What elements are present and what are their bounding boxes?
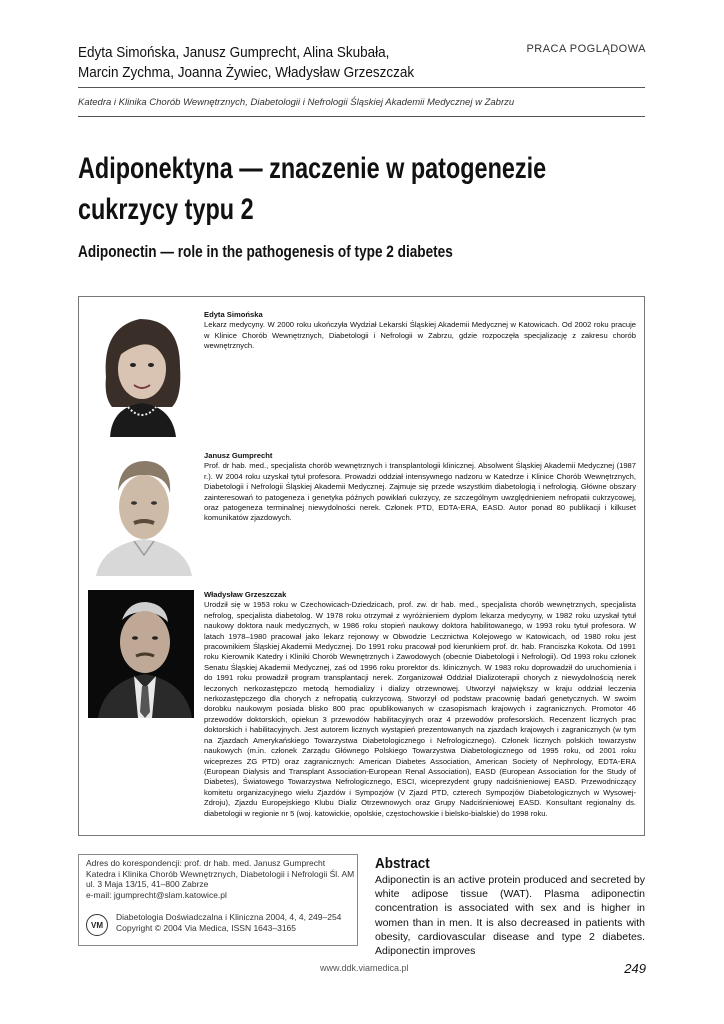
- article-title: [78, 148, 640, 230]
- affiliation-rule: [78, 116, 645, 117]
- via-medica-logo-icon: [86, 914, 108, 936]
- header-rule: [78, 87, 645, 88]
- correspondence-line: ul. 3 Maja 13/15, 41–800 Zabrze: [86, 879, 209, 889]
- page-number: 249: [624, 961, 646, 976]
- abstract-heading: Abstract: [375, 855, 430, 872]
- bio-simonska: [204, 310, 636, 352]
- copyright-line: Copyright © 2004 Via Medica, ISSN 1643–3165: [116, 922, 296, 933]
- svg-text:VM: VM: [91, 921, 103, 930]
- author-photo-gumprecht: [88, 451, 194, 576]
- title-line-1: Adiponektyna — znaczenie w patogenezie: [78, 152, 547, 185]
- title-line-2: cukrzycy typu 2: [78, 193, 254, 226]
- section-label: PRACA POGLĄDOWA: [526, 43, 646, 55]
- correspondence-line: Katedra i Klinika Chorób Wewnętrznych, Diabetologii i Nefrologii Śl. AM: [86, 868, 355, 879]
- bio-text: Prof. dr hab. med., specjalista chorób wewnętrznych i transplantologii klinicznej. Absolwent Śląskiej Akademii Medycznej (1987 r.). W 2004 roku uzyskał tytuł profesora. Prowadzi oddział intensywnego nadzoru w Katedrze i Klinice Chorób Wewnętrznych, Diabetologii i Nefrologii Śląskiej Akademii Medycznej. Zajmuje się przede wszystkim diabetologią i nefrologią. Główne obszary zainteresowań to patogeneza i genetyka późnych powikłań cukrzycy, ze szczególnym uwzględnieniem nefropatii cukrzycowej, oraz patogeneza terminalnej niewydolności nerek. Członek PTD, EDTA-ERA, EASD. Autor ponad 80 publikacji i kilkuset komunikatów zjazdowych.: [204, 461, 636, 523]
- bio-name: Janusz Gumprecht: [204, 451, 273, 460]
- bio-name: Władysław Grzeszczak: [204, 590, 287, 599]
- correspondence-line: Adres do korespondencji: prof. dr hab. med. Janusz Gumprecht: [86, 858, 326, 868]
- bio-grzeszczak: [204, 590, 636, 819]
- bio-text: Lekarz medycyny. W 2000 roku ukończyła Wydział Lekarski Śląskiej Akademii Medycznej w Katowicach. Od 2002 roku pracuje w Klinice Chorób Wewnętrznych, Diabetologii i Nefrologii w Zabrzu, gdzie rozpoczęła specjalizację z zakresu chorób wewnętrznych.: [204, 320, 636, 351]
- journal-citation: [116, 912, 356, 933]
- correspondence-email: e-mail: jgumprecht@slam.katowice.pl: [86, 889, 227, 900]
- footer-url[interactable]: www.ddk.viamedica.pl: [320, 963, 409, 973]
- bio-text: Urodził się w 1953 roku w Czechowicach-Dziedzicach, prof. zw. dr hab. med., specjalista chorób wewnętrznych, specjalista nefrolog, specjalista diabetolog. W 1978 roku otrzymał z wyróżnieniem dyplom lekarza medycyny, w 1982 roku uzyskał tytuł naukowy doktora nauk medycznych, w 1986 roku stopień naukowy doktora habilitowanego, w 1993 roku tytuł profesora. W latach 1978–1980 pracował jako lekarz rejonowy w Obwodzie Lecznictwa Kolejowego w Katowicach, od 1980 roku jest pracownikiem Śląskiej Akademii Medycznej. Do 1991 roku pracował pod kierunkiem prof. dr. hab. Franciszka Kokota. Od 1991 roku Kierownik Katedry i Kliniki Chorób Wewnętrznych i Zawodowych (obecnie Diabetologii i Nefrologii). Od 1993 roku członek Senatu Śląskiej Akademii Medycznej, zaś od 1996 roku prorektor ds. klinicznych. W 1983 roku doprowadził do uruchomienia i do 1991 roku prowadził program transplantacji nerek. Zorganizował Oddział Dializoterapii chorych z niewydolnością nerek leczonych nerkozastępczo metodą hemodializy i dializy otrzewnowej. Utworzył największy w kraju oddział leczenia nerkozastępczego dla chorych z nefropatią cukrzycową. Stworzył od podstaw pracownię badań genetycznych. W swoim dorobku naukowym posiada blisko 800 prac opublikowanych w czasopismach krajowych i zagranicznych. Promotor 46 przewodów doktorskich, opiekun 3 przewodów habilitacyjnych oraz 4 przewodów profesorskich. Recenzent licznych prac doktorskich i habilitacyjnych. Jest autorem licznych wystąpień prezentowanych na zjazdach krajowych i zagranicznych (w tym na Zjazdach Amerykańskiego Towarzystwa Diabetologicznego i Nefrologicznego). Członek licznych polskich towarzystw naukowych (m.in. członek Zarządu Głównego Polskiego Towarzystwa Diabetologicznego od 1995 roku, od 2001 roku wiceprezes ZG PTD) oraz zagranicznych: American Diabetes Association, American Society of Nephrology, EDTA-ERA (European Dialysis and Transplant Association-European Renal Association), EASD (European Association for the Study of Diabetes), Światowego Towarzystwa Nefrologicznego, ESCI, wiceprezydent grupy nadciśnieniowej EASD. Przewodniczący komitetu organizacyjnego wielu Zjazdów i Sympozjów (V Zjazd PTD, czterech Sympozjów Diabetologicznych w Wysowej-Zdroju), Zjazdu Europejskiego Klubu Dializ Otrzewnowych oraz Grupy Nadciśnieniowej EASD. Konsultant regionalny ds. diabetologii w regionie nr 5 (woj. katowickie, opolskie, częstochowskie i bielsko-bialskie) do 1998 roku.: [204, 600, 636, 818]
- affiliation: Katedra i Klinika Chorób Wewnętrznych, Diabetologii i Nefrologii Śląskiej Akademii Medycznej w Zabrzu: [78, 97, 515, 108]
- author-photo-simonska: [88, 307, 194, 437]
- correspondence-address: [86, 858, 356, 900]
- authors-line-1: Edyta Simońska, Janusz Gumprecht, Alina Skubała,: [78, 44, 390, 61]
- author-photo-grzeszczak: [88, 590, 194, 718]
- authors-line-2: Marcin Zychma, Joanna Żywiec, Władysław Grzeszczak: [78, 64, 415, 81]
- authors: [78, 43, 414, 83]
- bio-gumprecht: [204, 451, 636, 524]
- journal-line: Diabetologia Doświadczalna i Kliniczna 2004, 4, 4, 249–254: [116, 912, 342, 922]
- bio-name: Edyta Simońska: [204, 310, 263, 319]
- article-subtitle: Adiponectin — role in the pathogenesis of type 2 diabetes: [78, 242, 453, 261]
- abstract-text: Adiponectin is an active protein produced and secreted by white adipose tissue (WAT). Plasma adiponectin concentration is associated with sex and is higher in women than in men. It is also decreased in patients with obesity, cardiovascular disease and type 2 diabetes. Adiponectin improves: [375, 874, 645, 958]
